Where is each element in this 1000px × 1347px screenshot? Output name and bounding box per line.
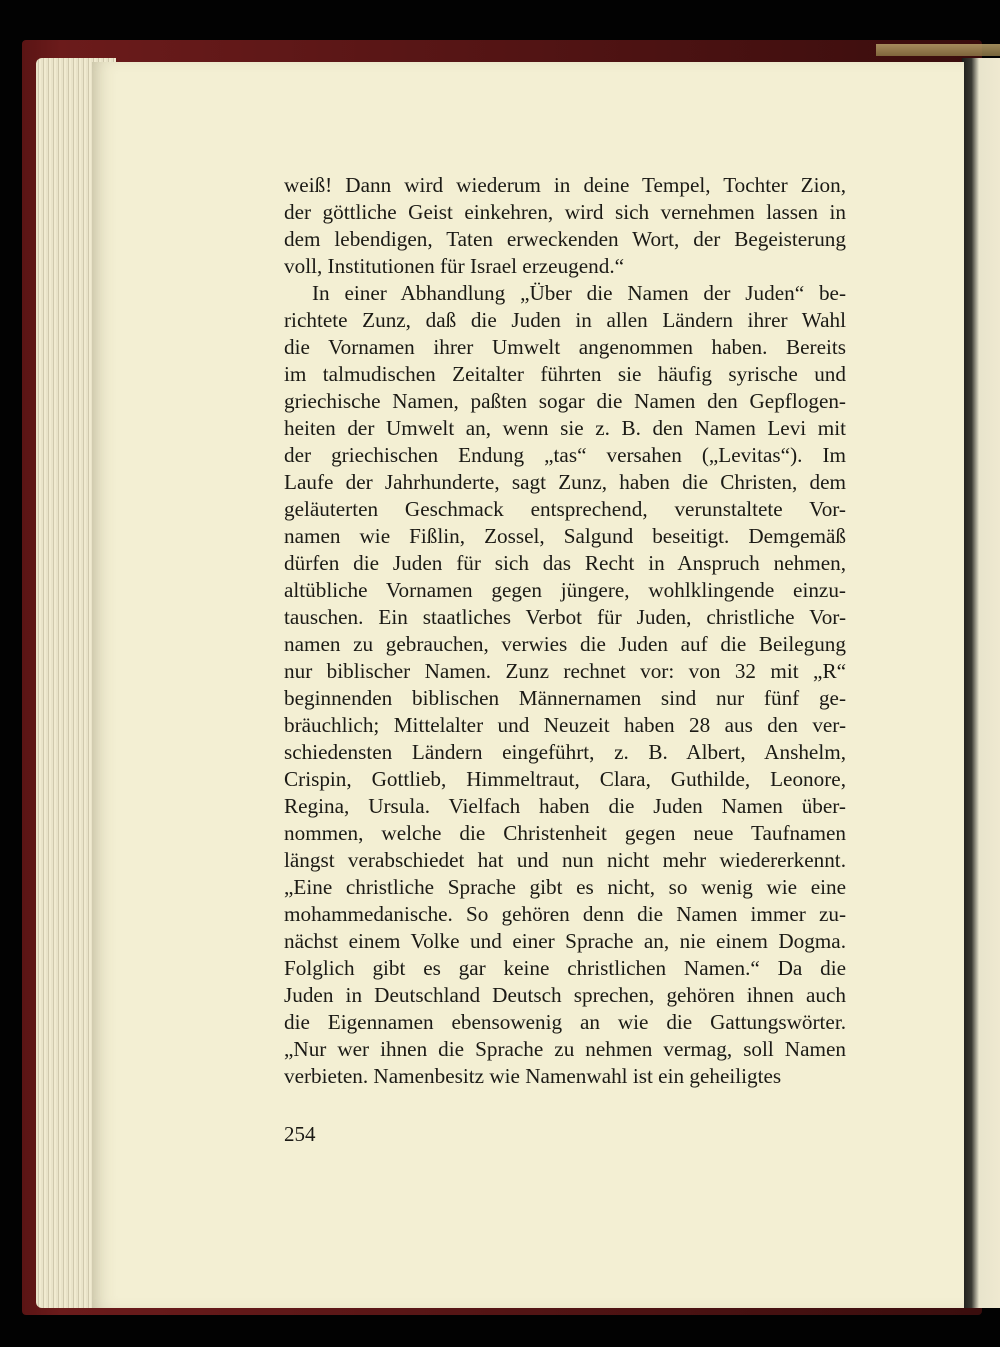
text-line: dem lebendigen, Taten erweckenden Wort, der Begeisterung — [284, 227, 846, 251]
text-line: richtete Zunz, daß die Juden in allen Ländern ihrer Wahl — [284, 308, 846, 332]
paragraph — [284, 280, 846, 1090]
text-line: weiß! Dann wird wiederum in deine Tempel, Tochter Zion, — [284, 173, 846, 197]
text-line: namen wie Fißlin, Zossel, Salgund beseitigt. Demgemäß — [284, 524, 846, 548]
text-line: der griechischen Endung „tas“ versahen („Levitas“). Im — [284, 443, 846, 467]
text-line: heiten der Umwelt an, wenn sie z. B. den Namen Levi mit — [284, 416, 846, 440]
text-line: die Eigennamen ebensowenig an wie die Gattungswörter. — [284, 1010, 846, 1034]
text-line: griechische Namen, paßten sogar die Namen den Gepflogen- — [284, 389, 846, 413]
text-line: schiedensten Ländern eingeführt, z. B. Albert, Anshelm, — [284, 740, 846, 764]
text-line: Juden in Deutschland Deutsch sprechen, gehören ihnen auch — [284, 983, 846, 1007]
text-line: In einer Abhandlung „Über die Namen der Juden“ be- — [312, 281, 846, 305]
text-line: „Nur wer ihnen die Sprache zu nehmen vermag, soll Namen — [284, 1037, 846, 1061]
text-line: mohammedanische. So gehören denn die Namen immer zu- — [284, 902, 846, 926]
text-line: nommen, welche die Christenheit gegen neue Taufnamen — [284, 821, 846, 845]
text-line: Regina, Ursula. Vielfach haben die Juden Namen über- — [284, 794, 846, 818]
text-line: nur biblischer Namen. Zunz rechnet vor: von 32 mit „R“ — [284, 659, 846, 683]
text-line: namen zu gebrauchen, verwies die Juden auf die Beilegung — [284, 632, 846, 656]
text-line: voll, Institutionen für Israel erzeugend.“ — [284, 254, 625, 278]
text-line: Laufe der Jahrhunderte, sagt Zunz, haben die Christen, dem — [284, 470, 846, 494]
page-text — [284, 172, 846, 1090]
text-line: längst verabschiedet hat und nun nicht mehr wiedererkennt. — [284, 848, 846, 872]
text-line: tauschen. Ein staatliches Verbot für Juden, christliche Vor- — [284, 605, 846, 629]
text-line: Folglich gibt es gar keine christlichen Namen.“ Da die — [284, 956, 846, 980]
facing-page-edge — [962, 58, 1000, 1308]
gilt-page-edge — [876, 44, 1000, 56]
text-line: Crispin, Gottlieb, Himmeltraut, Clara, Guthilde, Leonore, — [284, 767, 846, 791]
text-line: im talmudischen Zeitalter führten sie häufig syrische und — [284, 362, 846, 386]
text-line: beginnenden biblischen Männernamen sind nur fünf ge- — [284, 686, 846, 710]
text-line: verbieten. Namenbesitz wie Namenwahl ist ein geheiligtes — [284, 1064, 782, 1088]
paragraph — [284, 172, 846, 280]
text-line: altübliche Vornamen gegen jüngere, wohlklingende einzu- — [284, 578, 846, 602]
text-line: die Vornamen ihrer Umwelt angenommen haben. Bereits — [284, 335, 846, 359]
text-line: dürfen die Juden für sich das Recht in Anspruch nehmen, — [284, 551, 846, 575]
text-line: „Eine christliche Sprache gibt es nicht, so wenig wie eine — [284, 875, 846, 899]
text-line: bräuchlich; Mittelalter und Neuzeit haben 28 aus den ver- — [284, 713, 846, 737]
page-number: 254 — [284, 1122, 316, 1146]
text-line: der göttliche Geist einkehren, wird sich vernehmen lassen in — [284, 200, 846, 224]
text-line: nächst einem Volke und einer Sprache an, nie einem Dogma. — [284, 929, 846, 953]
text-line: geläuterten Geschmack entsprechend, verunstaltete Vor- — [284, 497, 846, 521]
